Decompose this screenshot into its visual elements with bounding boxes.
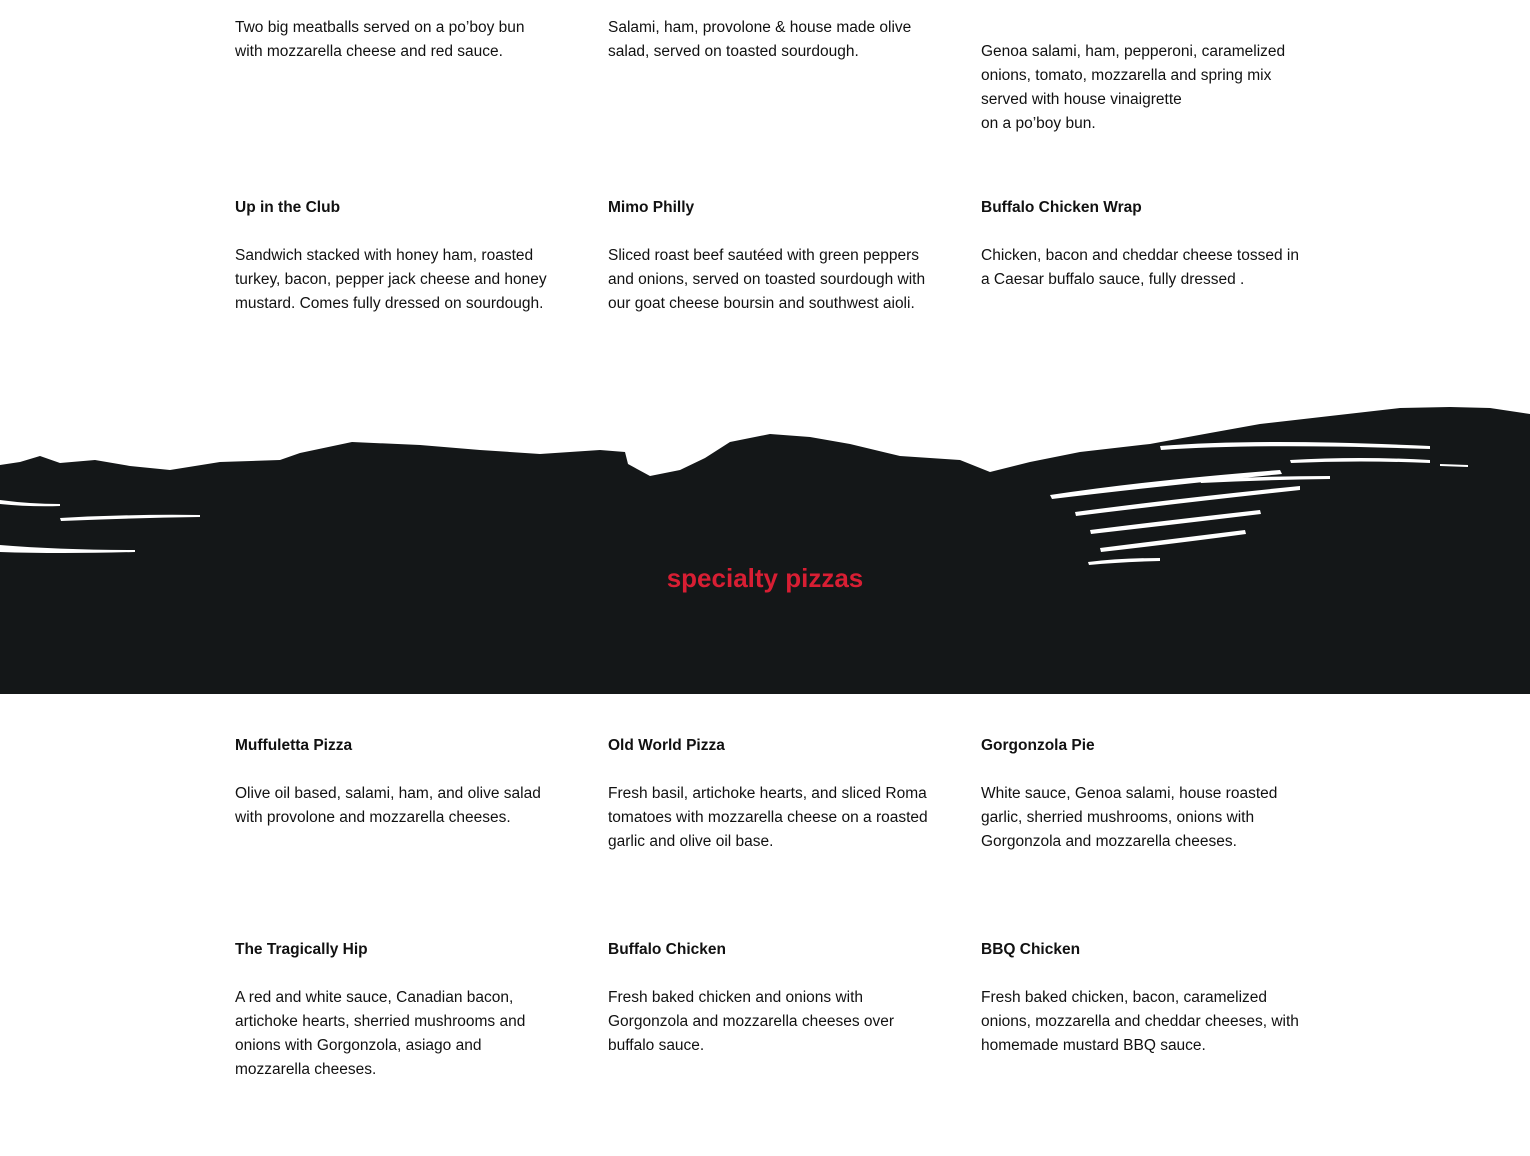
menu-item-description: White sauce, Genoa salami, house roasted garlic, sherried mushrooms, onions with Gorgonzola and mozzarella cheeses. — [981, 785, 1278, 850]
section-header-band — [0, 400, 1530, 694]
menu-item-meatball — [235, 16, 555, 64]
menu-item-bbq-chicken — [981, 938, 1301, 1058]
menu-item-name: Buffalo Chicken — [608, 941, 726, 958]
menu-item-name: BBQ Chicken — [981, 941, 1081, 958]
menu-item-tragically-hip — [235, 938, 555, 1082]
brush-stroke-shape — [0, 407, 1530, 694]
menu-item-description: A red and white sauce, Canadian bacon, artichoke hearts, sherried mushrooms and onions with Gorgonzola, asiago and mozzarella cheeses. — [235, 989, 526, 1078]
menu-item-name: Gorgonzola Pie — [981, 737, 1095, 754]
menu-item-name: Muffuletta Pizza — [235, 737, 353, 754]
menu-item-description: Fresh baked chicken, bacon, caramelized onions, mozzarella and cheddar cheeses, with homemade mustard BBQ sauce. — [981, 989, 1299, 1054]
menu-item-description: Sandwich stacked with honey ham, roasted turkey, bacon, pepper jack cheese and honey mustard. Comes fully dressed on sourdough. — [235, 247, 547, 312]
brush-stroke-background — [0, 400, 1530, 694]
section-title-specialty-pizzas: specialty pizzas — [666, 563, 864, 593]
menu-item-buffalo-chicken-wrap — [981, 196, 1301, 292]
menu-item-muffuletta-pizza — [235, 734, 555, 830]
menu-item-name: The Tragically Hip — [235, 941, 368, 958]
menu-item-name: Up in the Club — [235, 199, 341, 216]
menu-item-name: Old World Pizza — [608, 737, 725, 754]
menu-item-description: Salami, ham, provolone & house made olive salad, served on toasted sourdough. — [608, 19, 912, 60]
menu-item-buffalo-chicken — [608, 938, 928, 1058]
menu-item-mimo-philly — [608, 196, 928, 316]
menu-item-name: Mimo Philly — [608, 199, 695, 216]
menu-item-description: Olive oil based, salami, ham, and olive salad with provolone and mozzarella cheeses. — [235, 785, 541, 826]
menu-item-muffuletta — [608, 16, 928, 64]
menu-item-description: Two big meatballs served on a po’boy bun with mozzarella cheese and red sauce. — [235, 19, 525, 60]
menu-item-up-in-the-club — [235, 196, 555, 316]
menu-item-description: Fresh basil, artichoke hearts, and sliced Roma tomatoes with mozzarella cheese on a roasted garlic and olive oil base. — [608, 785, 928, 850]
menu-item-description: Chicken, bacon and cheddar cheese tossed in a Caesar buffalo sauce, fully dressed . — [981, 247, 1299, 288]
menu-item-description: Genoa salami, ham, pepperoni, caramelized onions, tomato, mozzarella and spring mix served with house vinaigrette on a po’boy bun. — [981, 43, 1286, 132]
menu-item-description: Fresh baked chicken and onions with Gorgonzola and mozzarella cheeses over buffalo sauce. — [608, 989, 895, 1054]
menu-item-name: Buffalo Chicken Wrap — [981, 199, 1142, 216]
menu-item-old-world-pizza — [608, 734, 928, 854]
menu-item-italian — [981, 16, 1301, 160]
menu-item-gorgonzola-pie — [981, 734, 1301, 854]
menu-item-description: Sliced roast beef sautéed with green peppers and onions, served on toasted sourdough with our goat cheese boursin and southwest aioli. — [608, 247, 926, 312]
